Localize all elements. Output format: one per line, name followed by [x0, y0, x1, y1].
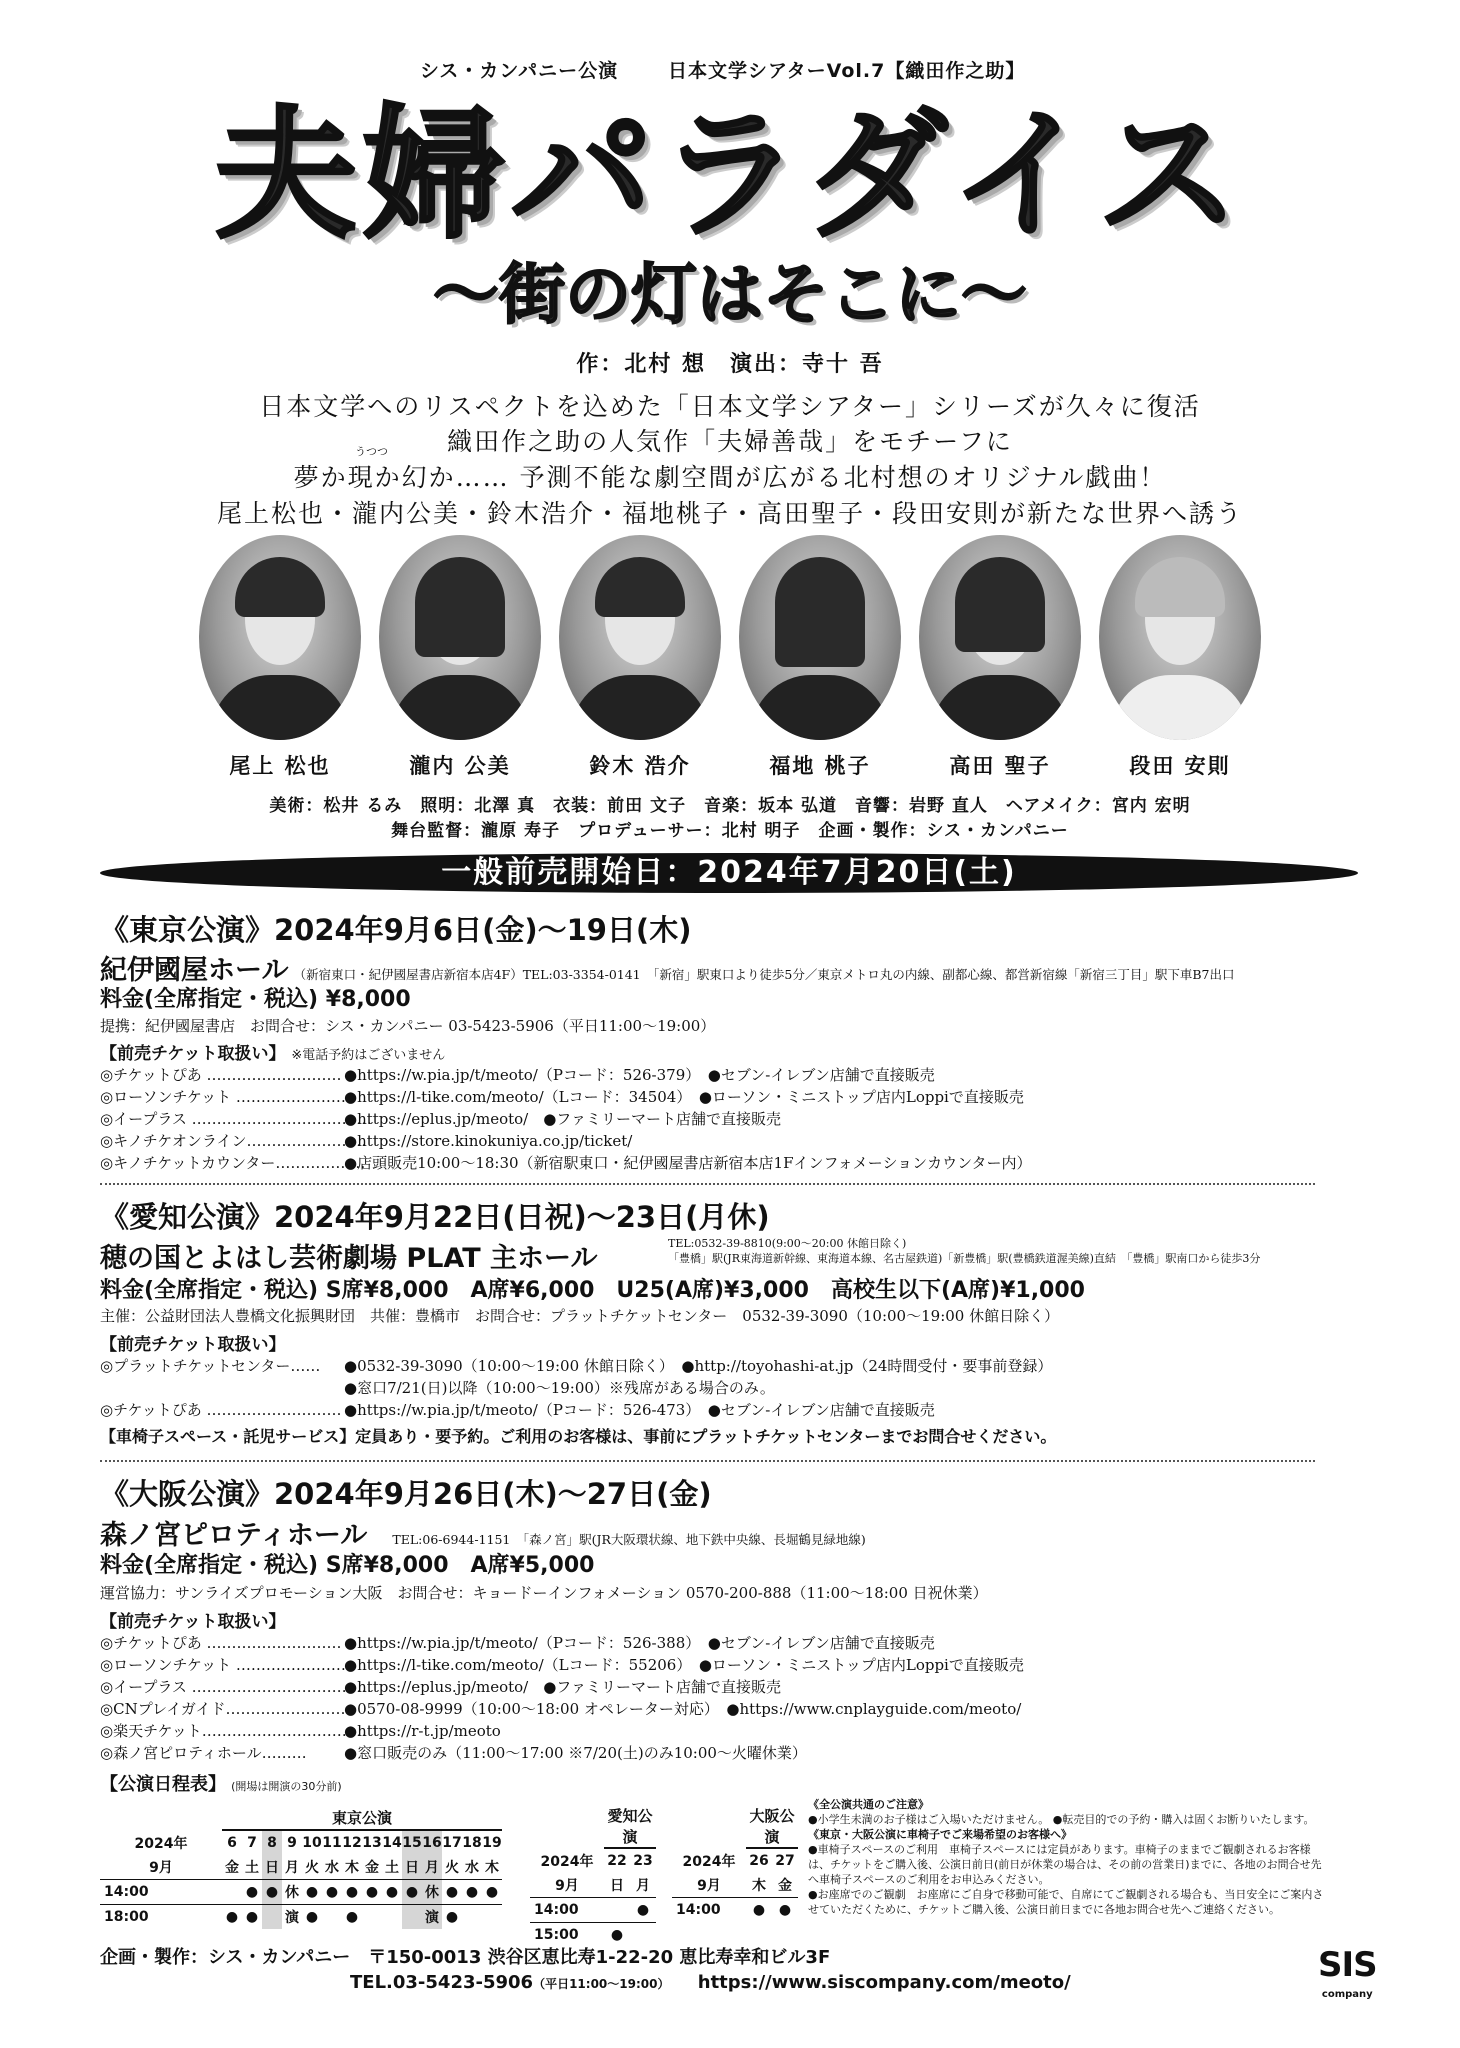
footer-producer-address: 企画・製作：シス・カンパニー 〒150-0013 渋谷区恵比寿1-22-20 恵比寿幸和ビル3F: [100, 1947, 831, 1968]
osaka-heading: 《大阪公演》2024年9月26日(木)〜27日(金): [100, 1477, 712, 1511]
schedule-day: 27: [775, 1853, 795, 1869]
osaka-contact: 運営協力：サンライズプロモーション大阪 お問合せ：キョードーインフォメーション 0570-200-888（11:00〜18:00 日祝休業）: [100, 1584, 988, 1602]
ticket-row: [100, 1399, 935, 1420]
schedule-heading-row: [100, 1770, 342, 1796]
schedule-note: (開場は開演の30分前): [231, 1780, 342, 1793]
ruby-annotation: うつつ: [355, 445, 388, 458]
schedule-slot: ●: [604, 1923, 630, 1948]
series-label: 日本文学シアターVol.7【織田作之助】: [668, 60, 1026, 82]
schedule-month: 9月: [697, 1878, 721, 1894]
schedule-slot: ●: [342, 1880, 362, 1905]
sis-company-logo: [1318, 1945, 1377, 2010]
schedule-weekday: 火: [445, 1860, 459, 1876]
schedule-weekday: 木: [345, 1860, 359, 1876]
tokyo-tickets-heading: 【前売チケット取扱い】: [100, 1044, 286, 1064]
schedule-slot: ●: [222, 1905, 242, 1930]
schedule-venue-label: 東京公演: [222, 1805, 502, 1830]
ticket-row: [100, 1355, 1052, 1376]
ticket-row: [100, 1086, 1024, 1107]
schedule-table-aichi: [530, 1805, 656, 1947]
schedule-slot: [262, 1905, 282, 1930]
presale-start-banner: 一般前売開始日：2024年7月20日(土): [100, 853, 1358, 893]
ticket-detail[interactable]: ●0570-08-9999（10:00〜18:00 オペレーター対応） ●https://www.cnplayguide.com/meoto/: [344, 1700, 1022, 1718]
schedule-weekday: 日: [610, 1878, 624, 1894]
tokyo-price: 料金(全席指定・税込) ¥8,000: [100, 987, 411, 1012]
schedule-slot: ●: [746, 1898, 772, 1923]
ticket-detail[interactable]: ●0532-39-3090（10:00〜19:00 休館日除く） ●http://toyohashi-at.jp（24時間受付・要事前登録）: [344, 1357, 1053, 1375]
ticket-vendor: ◎CNプレイガイド……………………: [100, 1700, 346, 1718]
cast-portrait-5: [915, 535, 1085, 750]
section-divider: [100, 1183, 1315, 1185]
ticket-vendor: ◎チケットぴあ ………………………: [100, 1401, 342, 1419]
tokyo-tickets-note: ※電話予約はございません: [291, 1048, 446, 1063]
ticket-detail[interactable]: ●https://l-tike.com/meoto/（Lコード：34504） ●ローソン・ミニストップ店内Loppiで直接販売: [344, 1088, 1024, 1106]
ticket-row: [100, 1632, 935, 1653]
schedule-weekday: 月: [636, 1878, 650, 1894]
schedule-day: 7: [247, 1835, 257, 1851]
ticket-row: [100, 1377, 775, 1398]
schedule-day: 19: [482, 1835, 502, 1851]
schedule-slot: ●: [630, 1898, 656, 1923]
ticket-vendor: ◎ローソンチケット ……………………: [100, 1656, 356, 1674]
aichi-tickets-heading: 【前売チケット取扱い】: [100, 1335, 286, 1355]
ticket-vendor: ◎イープラス ………………………………: [100, 1110, 372, 1128]
intro-line-4: 尾上松也・瀧内公美・鈴木浩介・福地桃子・高田聖子・段田安則が新たな世界へ誘う: [216, 499, 1243, 528]
schedule-slot: ●: [482, 1880, 502, 1905]
ticket-vendor: ◎森ノ宮ピロティホール………: [100, 1744, 307, 1762]
schedule-day: 26: [749, 1853, 769, 1869]
schedule-time: 14:00: [672, 1898, 746, 1923]
aichi-venue-info-2: 「豊橋」駅(JR東海道新幹線、東海道本線、名古屋鉄道)「新豊橋」駅(豊橋鉄道渥美線)直結 「豊橋」駅南口から徒歩3分: [668, 1252, 1261, 1265]
schedule-weekday: 木: [485, 1860, 499, 1876]
schedule-time: 14:00: [530, 1898, 604, 1923]
cast-name-6: 段田 安則: [1129, 754, 1231, 778]
schedule-slot: ●: [342, 1905, 362, 1930]
aichi-price: 料金(全席指定・税込) S席¥8,000 A席¥6,000 U25(A席)¥3,000 高校生以下(A席)¥1,000: [100, 1278, 1085, 1303]
schedule-venue-label: 大阪公演: [746, 1805, 798, 1848]
schedule-day: 16: [422, 1830, 442, 1855]
schedule-day: 12: [342, 1835, 362, 1851]
schedule-year: 2024年: [134, 1835, 188, 1852]
footer-hours: （平日11:00〜19:00）: [533, 1977, 670, 1991]
schedule-slot: ●: [362, 1880, 382, 1905]
schedule-day: 23: [633, 1853, 653, 1869]
osaka-price: 料金(全席指定・税込) S席¥8,000 A席¥5,000: [100, 1553, 595, 1578]
schedule-slot: [482, 1905, 502, 1930]
tokyo-venue-info: （新宿東口・紀伊國屋書店新宿本店4F）TEL:03-3354-0141 「新宿」駅東口より徒歩5分／東京メトロ丸の内線、副都心線、都営新宿線「新宿三丁目」駅下車B7出口: [293, 967, 1235, 982]
schedule-weekday: 木: [752, 1878, 766, 1894]
schedule-day: 17: [442, 1835, 462, 1851]
schedule-weekday: 土: [245, 1860, 259, 1876]
cast-name-1: 尾上 松也: [229, 754, 331, 778]
schedule-day: 14: [382, 1835, 402, 1851]
logo-subtext: company: [1321, 1989, 1373, 2000]
schedule-weekday: 金: [225, 1860, 239, 1876]
ticket-vendor: ◎チケットぴあ ………………………: [100, 1634, 342, 1652]
ticket-vendor: ◎キノチケオンライン……………………: [100, 1132, 367, 1150]
notes-text-3: ●お座席でのご観劇 お座席にご自身で移動可能で、自席にてご観劇される場合も、当日安全にご案内させていただくために、チケットご購入後、公演日前日までに各地お問合せ先へご連絡ください。: [808, 1888, 1324, 1916]
schedule-time: 18:00: [100, 1905, 222, 1930]
schedule-day: 6: [227, 1835, 237, 1851]
tokyo-venue: 紀伊國屋ホール: [100, 955, 289, 986]
footer-tel: TEL.03-5423-5906: [350, 1972, 534, 1993]
notes-heading-1: 《全公演共通のご注意》: [808, 1798, 929, 1811]
schedule-slot: ●: [302, 1880, 322, 1905]
cast-name-5: 高田 聖子: [949, 754, 1051, 778]
ticket-detail[interactable]: ●https://r-t.jp/meoto: [344, 1722, 501, 1740]
schedule-slot: 休: [422, 1880, 442, 1905]
schedule-heading: 【公演日程表】: [100, 1774, 226, 1795]
footer-contact-row: [350, 1972, 1071, 1993]
subtitle: 〜街の灯はそこに〜: [433, 256, 1027, 333]
schedule-slot: ●: [242, 1880, 262, 1905]
schedule-time: 14:00: [100, 1880, 222, 1905]
intro-line-3: 夢か現か幻か…… 予測不能な劇空間が広がる北村想のオリジナル戯曲！: [293, 463, 1167, 492]
ticket-detail[interactable]: ●https://w.pia.jp/t/meoto/（Pコード：526-473） ●セブン-イレブン店舗で直接販売: [344, 1401, 935, 1419]
schedule-month: 9月: [555, 1878, 579, 1894]
schedule-table-osaka: [672, 1805, 798, 1922]
aichi-wheelchair-note: 【車椅子スペース・託児サービス】定員あり・要予約。ご利用のお客様は、事前にプラットチケットセンターまでお問合せください。: [100, 1427, 1057, 1446]
schedule-slot: 演: [282, 1905, 302, 1930]
author-director-credits: 作：北村 想 演出：寺十 吾: [576, 352, 884, 377]
ticket-row: [100, 1698, 1021, 1719]
schedule-slot: 休: [282, 1880, 302, 1905]
schedule-slot: [322, 1905, 342, 1930]
footer-url-link[interactable]: https://www.siscompany.com/meoto/: [697, 1972, 1071, 1993]
tokyo-contact: 提携：紀伊國屋書店 お問合せ：シス・カンパニー 03-5423-5906（平日11:00〜19:00）: [100, 1017, 716, 1035]
schedule-slot: ●: [302, 1905, 322, 1930]
schedule-slot: ●: [242, 1905, 262, 1930]
notes-text-2: ●車椅子スペースのご利用 車椅子スペースには定員があります。車椅子のままでご観劇されるお客様は、チケットをご購入後、公演日前日(前日が休業の場合は、その前の営業日)までに、各地のお問合せ先へ車椅子スペースのご利用をお申込みください。: [808, 1843, 1322, 1886]
cast-name-3: 鈴木 浩介: [589, 754, 691, 778]
cast-portrait-2: [375, 535, 545, 750]
schedule-slot: 演: [422, 1905, 442, 1930]
schedule-day: 13: [362, 1835, 382, 1851]
schedule-slot: [604, 1898, 630, 1923]
schedule-weekday: 月: [285, 1860, 299, 1876]
schedule-slot: [462, 1905, 482, 1930]
schedule-slot: ●: [442, 1880, 462, 1905]
cast-portrait-6: [1095, 535, 1265, 750]
aichi-venue: 穂の国とよはし芸術劇場 PLAT 主ホール: [100, 1243, 598, 1274]
ticket-detail[interactable]: ●https://eplus.jp/meoto/ ●ファミリーマート店舗で直接販売: [344, 1678, 782, 1696]
osaka-venue: 森ノ宮ピロティホール: [100, 1520, 368, 1551]
ticket-detail[interactable]: ●https://store.kinokuniya.co.jp/ticket/: [344, 1132, 633, 1150]
schedule-slot: [382, 1905, 402, 1930]
common-notes: [808, 1797, 1328, 1917]
main-title: 夫婦パラダイス: [214, 93, 1246, 258]
schedule-slot: [222, 1880, 242, 1905]
cast-portrait-3: [555, 535, 725, 750]
ticket-vendor: ◎イープラス ………………………………: [100, 1678, 372, 1696]
intro-line-1: 日本文学へのリスペクトを込めた「日本文学シアター」シリーズが久々に復活: [259, 392, 1201, 421]
ticket-detail[interactable]: ●https://eplus.jp/meoto/ ●ファミリーマート店舗で直接販売: [344, 1110, 782, 1128]
schedule-slot: ●: [382, 1880, 402, 1905]
schedule-weekday: 水: [465, 1860, 479, 1876]
schedule-weekday: 金: [365, 1860, 379, 1876]
ticket-detail: ●窓口7/21(日)以降（10:00〜19:00）※残席がある場合のみ。: [344, 1379, 775, 1397]
ticket-vendor: ◎チケットぴあ ………………………: [100, 1066, 342, 1084]
aichi-heading: 《愛知公演》2024年9月22日(日祝)〜23日(月休): [100, 1200, 770, 1234]
ticket-detail: ●店頭販売10:00〜18:30（新宿駅東口・紀伊國屋書店新宿本店1Fインフォメーションカウンター内）: [344, 1154, 1032, 1172]
staff-line-1: 美術：松井 るみ 照明：北澤 真 衣装：前田 文子 音楽：坂本 弘道 音響：岩野 直人 ヘアメイク：宮内 宏明: [269, 796, 1191, 816]
section-divider: [100, 1460, 1315, 1462]
osaka-tickets-heading: 【前売チケット取扱い】: [100, 1612, 286, 1632]
cast-portrait-1: [195, 535, 365, 750]
schedule-weekday: 土: [385, 1860, 399, 1876]
staff-line-2: 舞台監督：瀧原 寿子 プロデューサー：北村 明子 企画・製作：シス・カンパニー: [391, 821, 1069, 841]
ticket-detail[interactable]: ●https://w.pia.jp/t/meoto/（Pコード：526-379） ●セブン-イレブン店舗で直接販売: [344, 1066, 935, 1084]
ticket-row: [100, 1152, 1032, 1173]
ticket-row: [100, 1720, 501, 1741]
osaka-venue-info: TEL:06-6944-1151 「森ノ宮」駅(JR大阪環状線、地下鉄中央線、長堀鶴見緑地線): [392, 1532, 866, 1547]
schedule-slot: ●: [402, 1880, 422, 1905]
ticket-vendor: ◎キノチケットカウンター………………: [100, 1154, 366, 1172]
notes-heading-2: 《東京・大阪公演に車椅子でご来場希望のお客様へ》: [808, 1828, 1072, 1841]
schedule-day: 9: [287, 1835, 297, 1851]
schedule-year: 2024年: [540, 1853, 594, 1870]
schedule-slot: [362, 1905, 382, 1930]
intro-line-2: 織田作之助の人気作「夫婦善哉」をモチーフに: [447, 427, 1013, 456]
schedule-day: 18: [462, 1835, 482, 1851]
notes-text-1: ●小学生未満のお子様はご入場いただけません。 ●転売目的での予約・購入は固くお断りいたします。: [808, 1813, 1315, 1826]
ticket-row: [100, 1676, 781, 1697]
schedule-venue-label: 愛知公演: [604, 1805, 656, 1848]
schedule-slot: ●: [262, 1880, 282, 1905]
schedule-day: 15: [402, 1830, 422, 1855]
schedule-weekday: 火: [305, 1860, 319, 1876]
ticket-row: [100, 1108, 781, 1129]
ticket-detail[interactable]: ●https://w.pia.jp/t/meoto/（Pコード：526-388） ●セブン-イレブン店舗で直接販売: [344, 1634, 935, 1652]
schedule-day: 10: [302, 1835, 322, 1851]
ticket-vendor: ◎楽天チケット……………………………: [100, 1722, 367, 1740]
ticket-vendor: ◎ローソンチケット ……………………: [100, 1088, 356, 1106]
schedule-month: 9月: [149, 1860, 173, 1876]
schedule-slot: [402, 1905, 422, 1930]
schedule-weekday: 日: [402, 1855, 422, 1880]
tokyo-tickets-heading-row: [100, 1039, 445, 1064]
ticket-vendor: ◎プラットチケットセンター……: [100, 1357, 321, 1375]
schedule-weekday: 月: [422, 1855, 442, 1880]
cast-name-2: 瀧内 公美: [409, 754, 511, 778]
logo-text: SIS: [1318, 1945, 1377, 1985]
company-show-label: シス・カンパニー公演: [420, 60, 619, 82]
schedule-weekday: 水: [325, 1860, 339, 1876]
schedule-corner: [100, 1805, 222, 1830]
schedule-corner: [672, 1805, 746, 1848]
ticket-detail[interactable]: ●https://l-tike.com/meoto/（Lコード：55206） ●ローソン・ミニストップ店内Loppiで直接販売: [344, 1656, 1024, 1674]
aichi-contact: 主催：公益財団法人豊橋文化振興財団 共催：豊橋市 お問合せ：プラットチケットセンター 0532-39-3090（10:00〜19:00 休館日除く）: [100, 1307, 1060, 1325]
cast-portrait-4: [735, 535, 905, 750]
schedule-time: 15:00: [530, 1923, 604, 1948]
ticket-row: [100, 1064, 935, 1085]
schedule-corner: [530, 1805, 604, 1848]
schedule-slot: ●: [772, 1898, 798, 1923]
schedule-day: 11: [322, 1835, 342, 1851]
tokyo-heading: 《東京公演》2024年9月6日(金)〜19日(木): [100, 913, 692, 947]
schedule-day: 8: [262, 1830, 282, 1855]
ticket-row: [100, 1742, 807, 1763]
ticket-row: [100, 1130, 632, 1151]
osaka-venue-row: [100, 1513, 866, 1552]
schedule-slot: ●: [322, 1880, 342, 1905]
schedule-day: 22: [607, 1853, 627, 1869]
schedule-table-tokyo: [100, 1805, 502, 1929]
schedule-year: 2024年: [682, 1853, 736, 1870]
cast-name-4: 福地 桃子: [769, 754, 871, 778]
schedule-slot: ●: [462, 1880, 482, 1905]
ticket-row: [100, 1654, 1024, 1675]
ticket-detail: ●窓口販売のみ（11:00〜17:00 ※7/20(土)のみ10:00〜火曜休業）: [344, 1744, 807, 1762]
aichi-venue-info-1: TEL:0532-39-8810(9:00〜20:00 休館日除く): [668, 1237, 907, 1250]
schedule-weekday: 日: [262, 1855, 282, 1880]
schedule-slot: ●: [442, 1905, 462, 1930]
schedule-weekday: 金: [778, 1878, 792, 1894]
